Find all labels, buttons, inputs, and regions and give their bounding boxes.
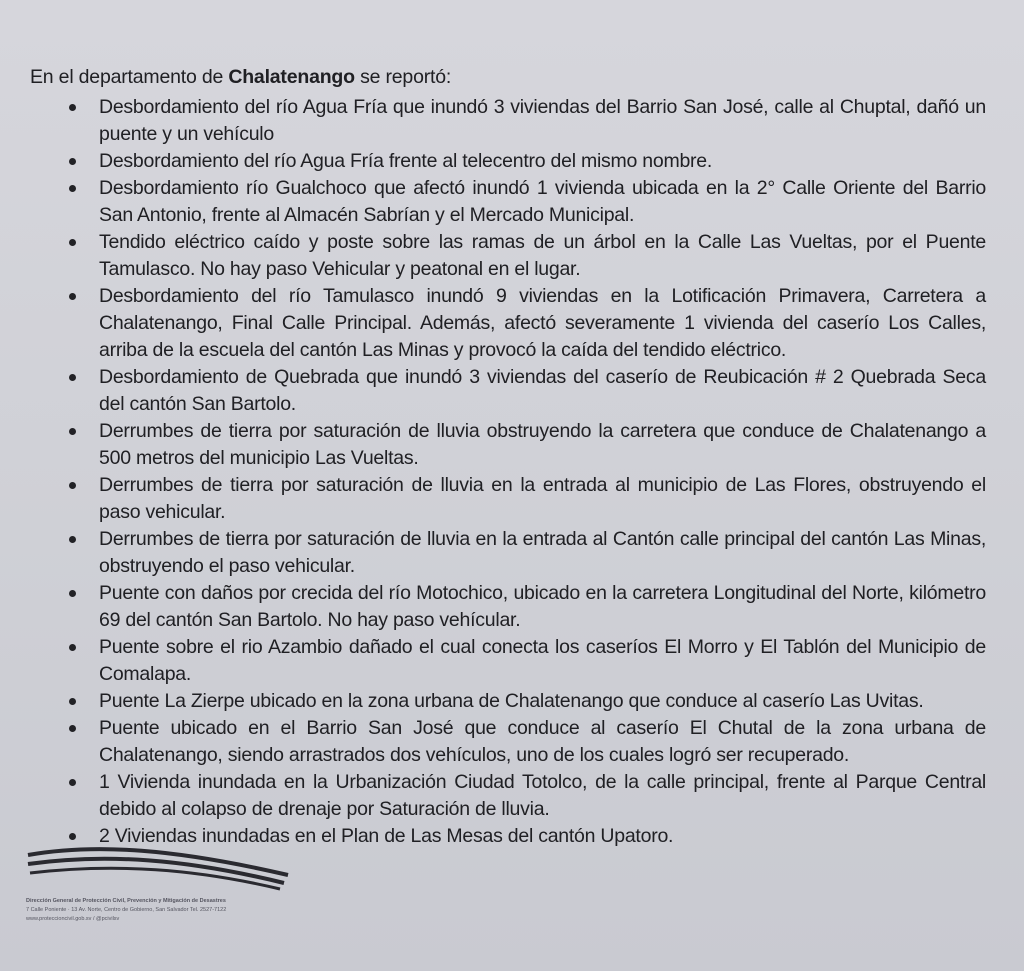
intro-prefix: En el departamento de (30, 66, 224, 88)
list-item-text: Derrumbes de tierra por saturación de lluvia obstruyendo la carretera que conduce de Chalatenango a 500 metros del municipio Las Vueltas. (99, 420, 986, 469)
bullet-icon (69, 158, 76, 165)
list-item-text: Desbordamiento río Gualchoco que afectó inundó 1 vivienda ubicada en la 2° Calle Oriente del Barrio San Antonio, frente al Almacén Sabrían y el Mercado Municipal. (99, 177, 986, 226)
list-item (0, 688, 1000, 715)
intro-suffix: se reportó: (360, 66, 452, 88)
list-item-text: Puente ubicado en el Barrio San José que conduce al caserío El Chutal de la zona urbana de Chalatenango, siendo arrastrados dos vehículos, uno de los cuales logró ser recuperado. (99, 717, 986, 766)
list-item (0, 418, 1000, 472)
list-item (0, 175, 1000, 229)
wave-logo-icon (26, 845, 296, 895)
intro-line (30, 66, 451, 89)
footer-organization: Dirección General de Protección Civil, Prevención y Mitigación de Desastres (26, 898, 226, 904)
bullet-icon (69, 104, 76, 111)
bullet-icon (69, 185, 76, 192)
bullet-icon (69, 779, 76, 786)
list-item-text: Puente sobre el rio Azambio dañado el cual conecta los caseríos El Morro y El Tablón del Municipio de Comalapa. (99, 636, 986, 685)
bullet-icon (69, 428, 76, 435)
list-item-text: Puente La Zierpe ubicado en la zona urbana de Chalatenango que conduce al caserío Las Uvitas. (99, 690, 924, 712)
bullet-icon (69, 590, 76, 597)
list-item (0, 526, 1000, 580)
bullet-icon (69, 833, 76, 840)
list-item (0, 283, 1000, 364)
list-item-text: Desbordamiento del río Tamulasco inundó 9 viviendas en la Lotificación Primavera, Carretera a Chalatenango, Final Calle Principal. Además, afectó severamente 1 vivienda del caserío Los Calles, arriba de la escuela del cantón Las Minas y provocó la caída del tendido eléctrico. (99, 285, 986, 361)
list-item (0, 715, 1000, 769)
list-item-text: Puente con daños por crecida del río Motochico, ubicado en la carretera Longitudinal del Norte, kilómetro 69 del cantón San Bartolo. No hay paso vehícular. (99, 582, 986, 631)
list-item-text: Desbordamiento del río Agua Fría que inundó 3 viviendas del Barrio San José, calle al Chuptal, dañó un puente y un vehículo (99, 96, 986, 145)
incident-list (0, 94, 1000, 850)
list-item-text: Derrumbes de tierra por saturación de lluvia en la entrada al municipio de Las Flores, obstruyendo el paso vehicular. (99, 474, 986, 523)
footer-text (26, 897, 296, 924)
list-item (0, 148, 1000, 175)
list-item-text: Tendido eléctrico caído y poste sobre las ramas de un árbol en la Calle Las Vueltas, por el Puente Tamulasco. No hay paso Vehicular y peatonal en el lugar. (99, 231, 986, 280)
department-name: Chalatenango (228, 66, 355, 88)
list-item-text: Desbordamiento de Quebrada que inundó 3 viviendas del caserío de Reubicación # 2 Quebrada Seca del cantón San Bartolo. (99, 366, 986, 415)
bullet-icon (69, 239, 76, 246)
list-item (0, 769, 1000, 823)
list-item (0, 229, 1000, 283)
bullet-icon (69, 536, 76, 543)
bullet-icon (69, 374, 76, 381)
bullet-icon (69, 698, 76, 705)
bullet-icon (69, 644, 76, 651)
bullet-icon (69, 293, 76, 300)
footer-web: www.proteccioncivil.gob.sv / @pcivilsv (26, 916, 120, 922)
list-item-text: 1 Vivienda inundada en la Urbanización Ciudad Totolco, de la calle principal, frente al Parque Central debido al colapso de drenaje por Saturación de lluvia. (99, 771, 986, 820)
list-item-text: Desbordamiento del río Agua Fría frente al telecentro del mismo nombre. (99, 150, 713, 172)
list-item (0, 364, 1000, 418)
bullet-icon (69, 482, 76, 489)
bullet-icon (69, 725, 76, 732)
list-item-text: 2 Viviendas inundadas en el Plan de Las Mesas del cantón Upatoro. (99, 825, 674, 847)
list-item (0, 94, 1000, 148)
list-item (0, 580, 1000, 634)
footer-logo-block (26, 845, 296, 935)
list-item (0, 472, 1000, 526)
list-item (0, 634, 1000, 688)
footer-address: 7 Calle Poniente · 13 Av. Norte, Centro de Gobierno, San Salvador Tel. 2527-7122 (26, 907, 227, 913)
list-item-text: Derrumbes de tierra por saturación de lluvia en la entrada al Cantón calle principal del cantón Las Minas, obstruyendo el paso vehicular. (99, 528, 986, 577)
